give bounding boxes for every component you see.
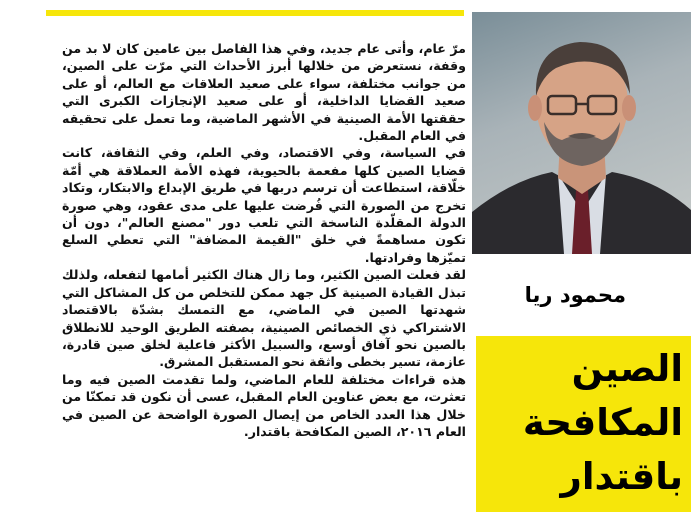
top-accent-bar [46,10,464,16]
article-paragraph-2: في السياسة، وفي الاقتصاد، وفي العلم، وفي الثقافة، كانت قضايا الصين كلها مفعمة بالحيوية، فهذه الأمة العملاقة هي أمّة خلّاقة، استطاعت أن ترسم دربها في طريق الإبداع والابتكار، وتكاد تخرج من الصورة التي فُرضت عليها على مدى عقود، وهي صورة الدولة المقلّدة الناسخة التي تلعب دور "مصنع العالم"، دون أن تكون مساهمةً في خلق "القيمة المضافة" التي تعطي السلع تميّزها وفرادتها. [62,145,466,265]
headline-line-2: المكافحة [522,401,683,444]
headline-line-1: الصين [571,347,683,390]
headline-box [476,336,691,512]
author-name: محمود ريا [524,283,626,307]
article-paragraph-4: هذه قراءات مختلفة للعام الماضي، ولما تقدمت الصين فيه وما تعثرت، مع بعض عناوين العام المقبل، عسى أن نكون قد تمكنّا من خلال هذا العدد الخاص من إيصال الصورة الواضحة عن الصين في العام ٢٠١٦، الصين المكافحة باقتدار. [62,371,466,439]
article-paragraph-1: مرّ عام، وأتى عام جديد، وفي هذا الفاصل بين عامين كان لا بد من وقفة، نستعرض من خلالها أبرز الأحداث التي مرّت على الصين، من جوانب مختلفة، سواء على صعيد العلاقات مع العالم، أو على صعيد القضايا الداخلية، أو على صعيد الإنجازات الكبرى التي حققتها الأمة الصينية في الأشهر الماضية، وما تعمل على تحقيقه في العام المقبل. [62,41,466,144]
article-paragraph-3: لقد فعلت الصين الكثير، وما زال هناك الكثير أمامها لتفعله، ولذلك تبذل القيادة الصينية كل جهد ممكن للتخلص من كل المشاكل التي شهدتها الصين في الماضي، مع التمسك بشدّة بالاقتصاد الاشتراكي ذي الخصائص الصينية، بصفته الطريق الوحيد للانطلاق بالصين نحو آفاق أوسع، والسبيل الأكثر فاعلية لخلق صين قادرة، عازمة، تسير بخطى واثقة نحو المستقبل المشرق. [62,267,466,370]
article-body [62,40,466,510]
author-photo [472,12,691,254]
headline-line-3: باقتدار [560,455,683,498]
author-portrait-illustration [472,12,691,254]
